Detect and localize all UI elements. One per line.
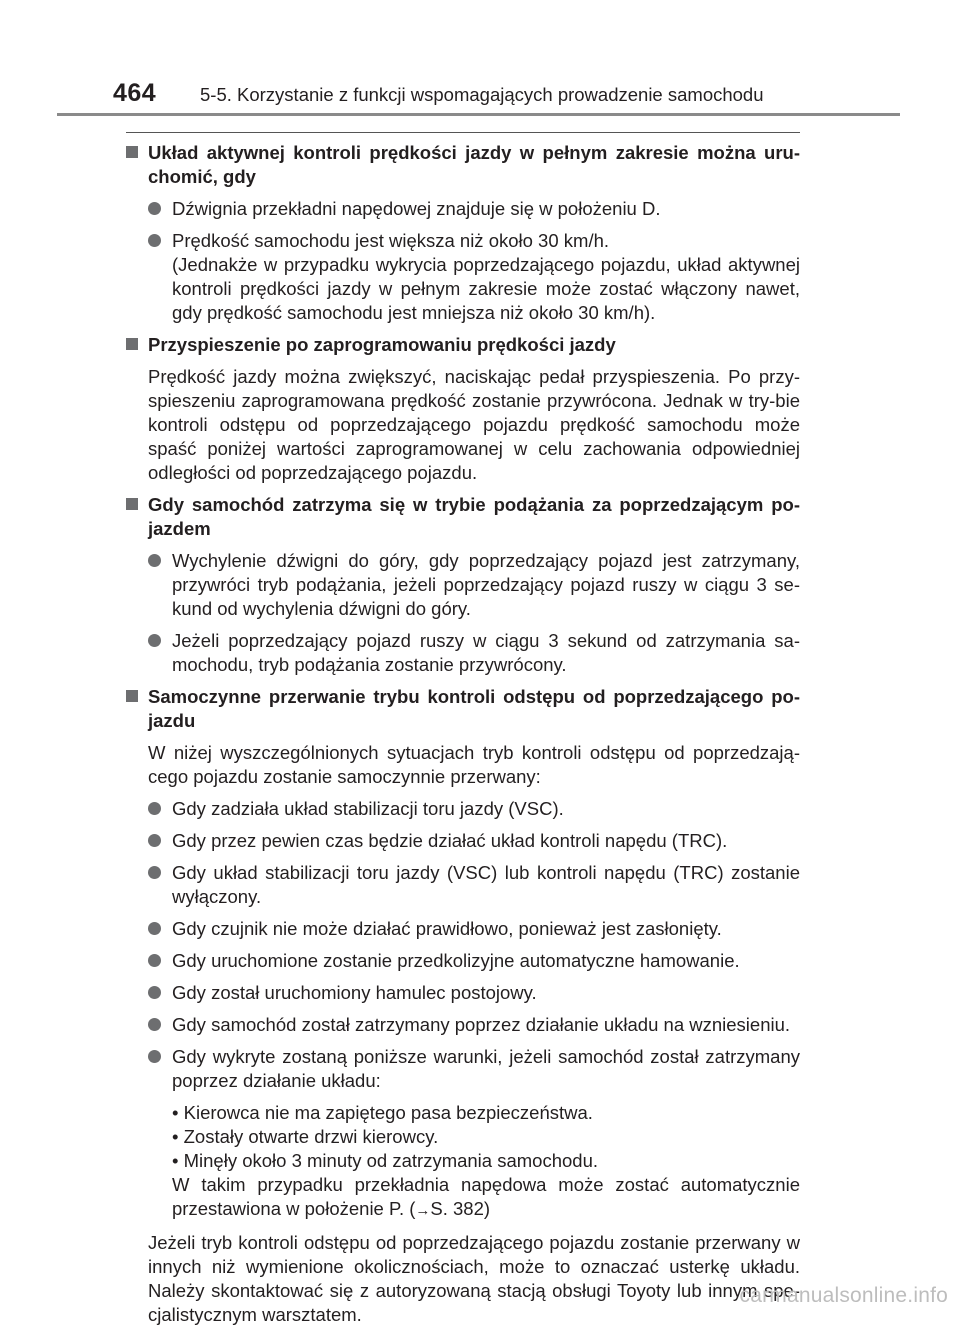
list-item bbox=[126, 949, 800, 973]
list-item bbox=[126, 981, 800, 1005]
list-item bbox=[126, 829, 800, 853]
section-heading-activation bbox=[126, 141, 800, 189]
round-bullet-icon bbox=[148, 866, 161, 879]
list-item bbox=[126, 229, 800, 325]
section-title: 5-5. Korzystanie z funkcji wspomagających prowadzenie samochodu bbox=[200, 84, 764, 105]
section-heading-stop bbox=[126, 493, 800, 541]
watermark: carmanualsonline.info bbox=[739, 1284, 948, 1307]
conditions-note bbox=[172, 1173, 800, 1223]
list-item bbox=[126, 1045, 800, 1093]
list-item bbox=[126, 861, 800, 909]
list-item-text: Wychylenie dźwigni do góry, gdy poprzedzający pojazd jest zatrzymany, przywróci tryb podążania, jeżeli poprzedzający pojazd ruszy w ciągu 3 se-kund od wychylenia dźwigni do góry. bbox=[172, 550, 800, 619]
main-content bbox=[126, 141, 800, 1335]
round-bullet-icon bbox=[148, 234, 161, 247]
condition-item: • Kierowca nie ma zapiętego pasa bezpieczeństwa. bbox=[172, 1102, 593, 1123]
list-item bbox=[126, 549, 800, 621]
content-rule bbox=[126, 132, 800, 133]
list-item bbox=[126, 917, 800, 941]
list-item-text: Jeżeli poprzedzający pojazd ruszy w ciągu 3 sekund od zatrzymania sa-mochodu, tryb podążania zostanie przywrócony. bbox=[172, 630, 800, 675]
paragraph: Prędkość jazdy można zwiększyć, naciskając pedał przyspieszenia. Po przy-spieszeniu zaprogramowana prędkość zostanie przywrócona. Jednak w try-bie kontroli odstępu od poprzedzającego pojazdu prędkość samochodu może spaść poniżej wartości zaprogramowanej w celu zachowania odpowiedniej odległości od poprzedzającego pojazdu. bbox=[148, 366, 800, 483]
square-bullet-icon bbox=[126, 146, 138, 158]
page-header bbox=[0, 0, 960, 120]
list-item-text: Gdy samochód został zatrzymany poprzez działanie układu na wzniesieniu. bbox=[172, 1014, 791, 1035]
list-item bbox=[126, 629, 800, 677]
list-item-text: Gdy zadziała układ stabilizacji toru jazdy (VSC). bbox=[172, 798, 564, 819]
round-bullet-icon bbox=[148, 202, 161, 215]
list-item bbox=[126, 1013, 800, 1037]
list-item-text: Prędkość samochodu jest większa niż około 30 km/h. (Jednakże w przypadku wykrycia poprzedzającego pojazdu, układ aktywnej kontroli prędkości jazdy w pełnym zakresie może zostać włączony nawet, gdy prędkość samochodu jest mniejsza niż około 30 km/h). bbox=[172, 230, 800, 323]
round-bullet-icon bbox=[148, 954, 161, 967]
round-bullet-icon bbox=[148, 834, 161, 847]
list-item bbox=[126, 797, 800, 821]
closing-paragraph: Jeżeli tryb kontroli odstępu od poprzedzającego pojazdu zostanie przerwany w innych niż wymienione okolicznościach, może to oznaczać usterkę układu. Należy skontaktować się z autoryzowaną stacją obsługi Toyoty lub innym spe-cjalistycznym warsztatem. bbox=[148, 1232, 800, 1325]
conditions-list bbox=[126, 1101, 800, 1223]
round-bullet-icon bbox=[148, 634, 161, 647]
paragraph: W niżej wyszczególnionych sytuacjach tryb kontroli odstępu od poprzedzają-cego pojazdu zostanie samoczynnie przerwany: bbox=[148, 742, 800, 787]
list-item-text: Dźwignia przekładni napędowej znajduje się w położeniu D. bbox=[172, 198, 661, 219]
condition-item: • Zostały otwarte drzwi kierowcy. bbox=[172, 1126, 439, 1147]
list-item-text: Gdy przez pewien czas będzie działać układ kontroli napędu (TRC). bbox=[172, 830, 728, 851]
list-item-text: Gdy czujnik nie może działać prawidłowo, ponieważ jest zasłonięty. bbox=[172, 918, 722, 939]
list-item-text: Gdy został uruchomiony hamulec postojowy. bbox=[172, 982, 537, 1003]
section-heading-cancellation bbox=[126, 685, 800, 733]
list-item-text: Gdy układ stabilizacji toru jazdy (VSC) lub kontroli napędu (TRC) zostanie wyłączony. bbox=[172, 862, 800, 907]
page-reference-link[interactable]: S. 382) bbox=[430, 1198, 491, 1219]
condition-item: • Minęły około 3 minuty od zatrzymania samochodu. bbox=[172, 1150, 599, 1171]
list-item bbox=[126, 197, 800, 221]
list-item-text: Gdy uruchomione zostanie przedkolizyjne automatyczne hamowanie. bbox=[172, 950, 740, 971]
page-number: 464 bbox=[113, 79, 157, 107]
round-bullet-icon bbox=[148, 1018, 161, 1031]
heading-text: Samoczynne przerwanie trybu kontroli odstępu od poprzedzającego po-jazdu bbox=[148, 686, 800, 731]
square-bullet-icon bbox=[126, 338, 138, 350]
round-bullet-icon bbox=[148, 922, 161, 935]
arrow-right-icon: → bbox=[415, 1202, 431, 1219]
round-bullet-icon bbox=[148, 1050, 161, 1063]
square-bullet-icon bbox=[126, 498, 138, 510]
round-bullet-icon bbox=[148, 802, 161, 815]
round-bullet-icon bbox=[148, 554, 161, 567]
conditions-note-text: W takim przypadku przekładnia napędowa może zostać automatycznie przestawiona w położenie P. ( bbox=[172, 1174, 800, 1219]
heading-text: Przyspieszenie po zaprogramowaniu prędkości jazdy bbox=[148, 334, 616, 355]
round-bullet-icon bbox=[148, 986, 161, 999]
list-item-text: Gdy wykryte zostaną poniższe warunki, jeżeli samochód został zatrzymany poprzez działanie układu: bbox=[172, 1046, 800, 1091]
section-heading-acceleration bbox=[126, 333, 800, 357]
header-rule bbox=[57, 113, 900, 116]
square-bullet-icon bbox=[126, 690, 138, 702]
heading-text: Gdy samochód zatrzyma się w trybie podążania za poprzedzającym po-jazdem bbox=[148, 494, 800, 539]
heading-text: Układ aktywnej kontroli prędkości jazdy w pełnym zakresie można uru-chomić, gdy bbox=[148, 142, 800, 187]
